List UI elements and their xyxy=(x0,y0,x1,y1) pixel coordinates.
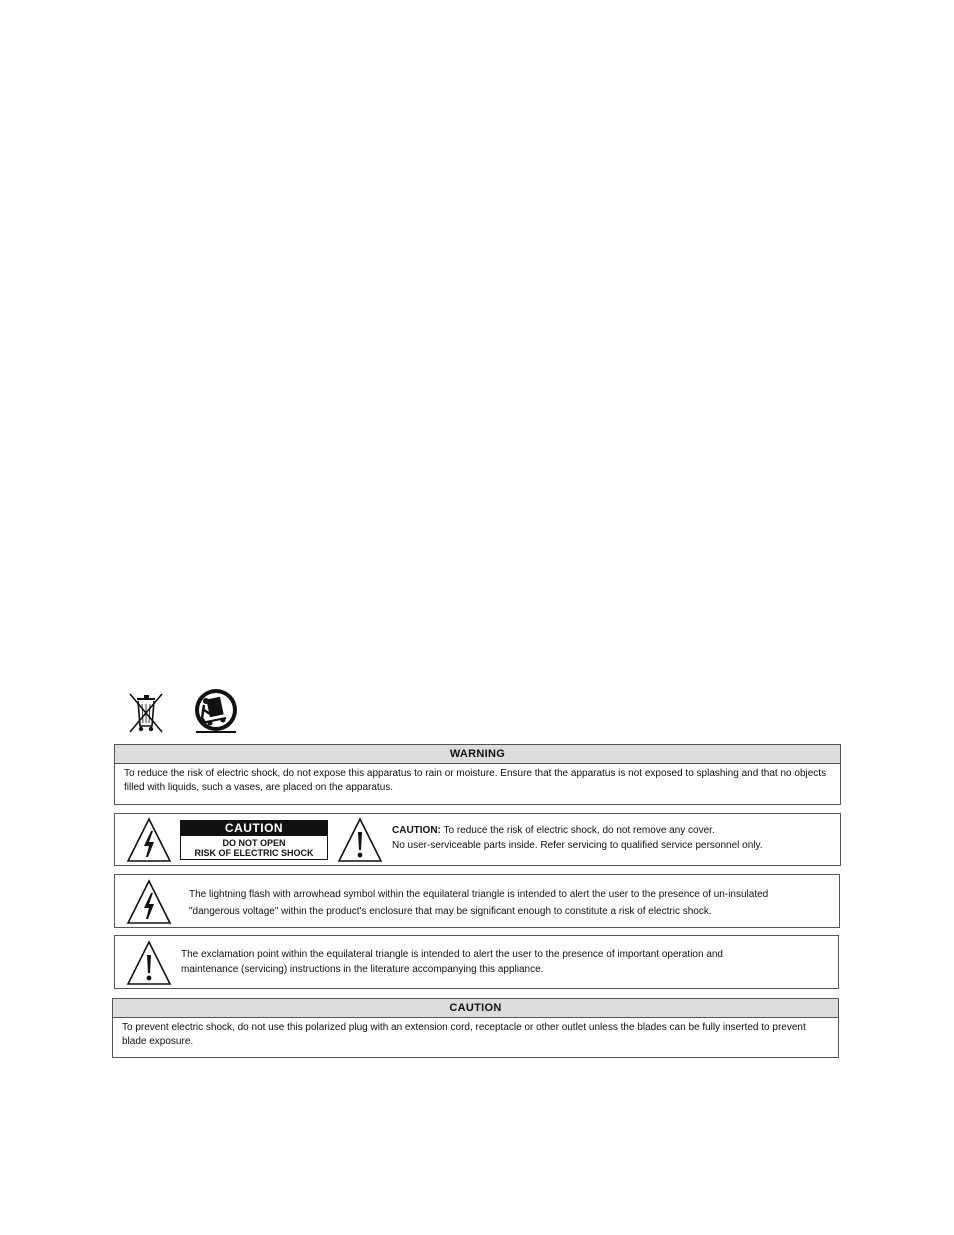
exclamation-triangle-icon xyxy=(337,817,383,868)
plug-caution-title: CAUTION xyxy=(113,999,838,1018)
lightning-explanation-box xyxy=(114,874,840,928)
warning-box xyxy=(114,744,841,805)
lightning-triangle-icon xyxy=(126,879,172,930)
caution-label-box xyxy=(114,813,841,866)
caution-text xyxy=(392,823,837,853)
exclamation-line2: maintenance (servicing) instructions in the literature accompanying this appliance. xyxy=(181,964,544,975)
caution-label-line2: RISK OF ELECTRIC SHOCK xyxy=(194,848,314,858)
caution-do-not-open-label xyxy=(180,820,328,860)
caution-heading: CAUTION: xyxy=(392,825,441,836)
crossed-out-wheeled-bin-icon xyxy=(126,688,166,741)
symbol-icons-row xyxy=(122,688,252,738)
exclamation-explanation-box xyxy=(114,935,839,989)
caution-label-title: CAUTION xyxy=(181,821,327,836)
exclamation-triangle-icon xyxy=(126,940,172,991)
warning-title: WARNING xyxy=(115,745,840,764)
caution-line1: To reduce the risk of electric shock, do not remove any cover. xyxy=(443,825,715,836)
lightning-line2: "dangerous voltage" within the product's enclosure that may be significant enough to constitute a risk of electric shock. xyxy=(189,906,712,917)
plug-caution-box xyxy=(112,998,839,1058)
caution-line2: No user-serviceable parts inside. Refer servicing to qualified service personnel only. xyxy=(392,840,763,851)
caution-label-line1: DO NOT OPEN xyxy=(222,838,286,848)
portable-cart-warning-icon xyxy=(192,688,242,743)
exclamation-line1: The exclamation point within the equilateral triangle is intended to alert the user to the presence of important operation and xyxy=(181,949,723,960)
plug-caution-text: To prevent electric shock, do not use this polarized plug with an extension cord, receptacle or other outlet unless the blades can be fully inserted to prevent blade exposure. xyxy=(122,1022,806,1047)
warning-text: To reduce the risk of electric shock, do not expose this apparatus to rain or moisture. Ensure that the apparatus is not exposed to splashing and that no objects filled with liquids, such a vases, are placed on the apparatus. xyxy=(124,768,827,793)
lightning-line1: The lightning flash with arrowhead symbol within the equilateral triangle is intended to alert the user to the presence of un-insulated xyxy=(189,889,769,900)
lightning-explanation-text xyxy=(189,886,834,920)
exclamation-explanation-text xyxy=(181,947,833,977)
lightning-triangle-icon xyxy=(126,817,172,868)
